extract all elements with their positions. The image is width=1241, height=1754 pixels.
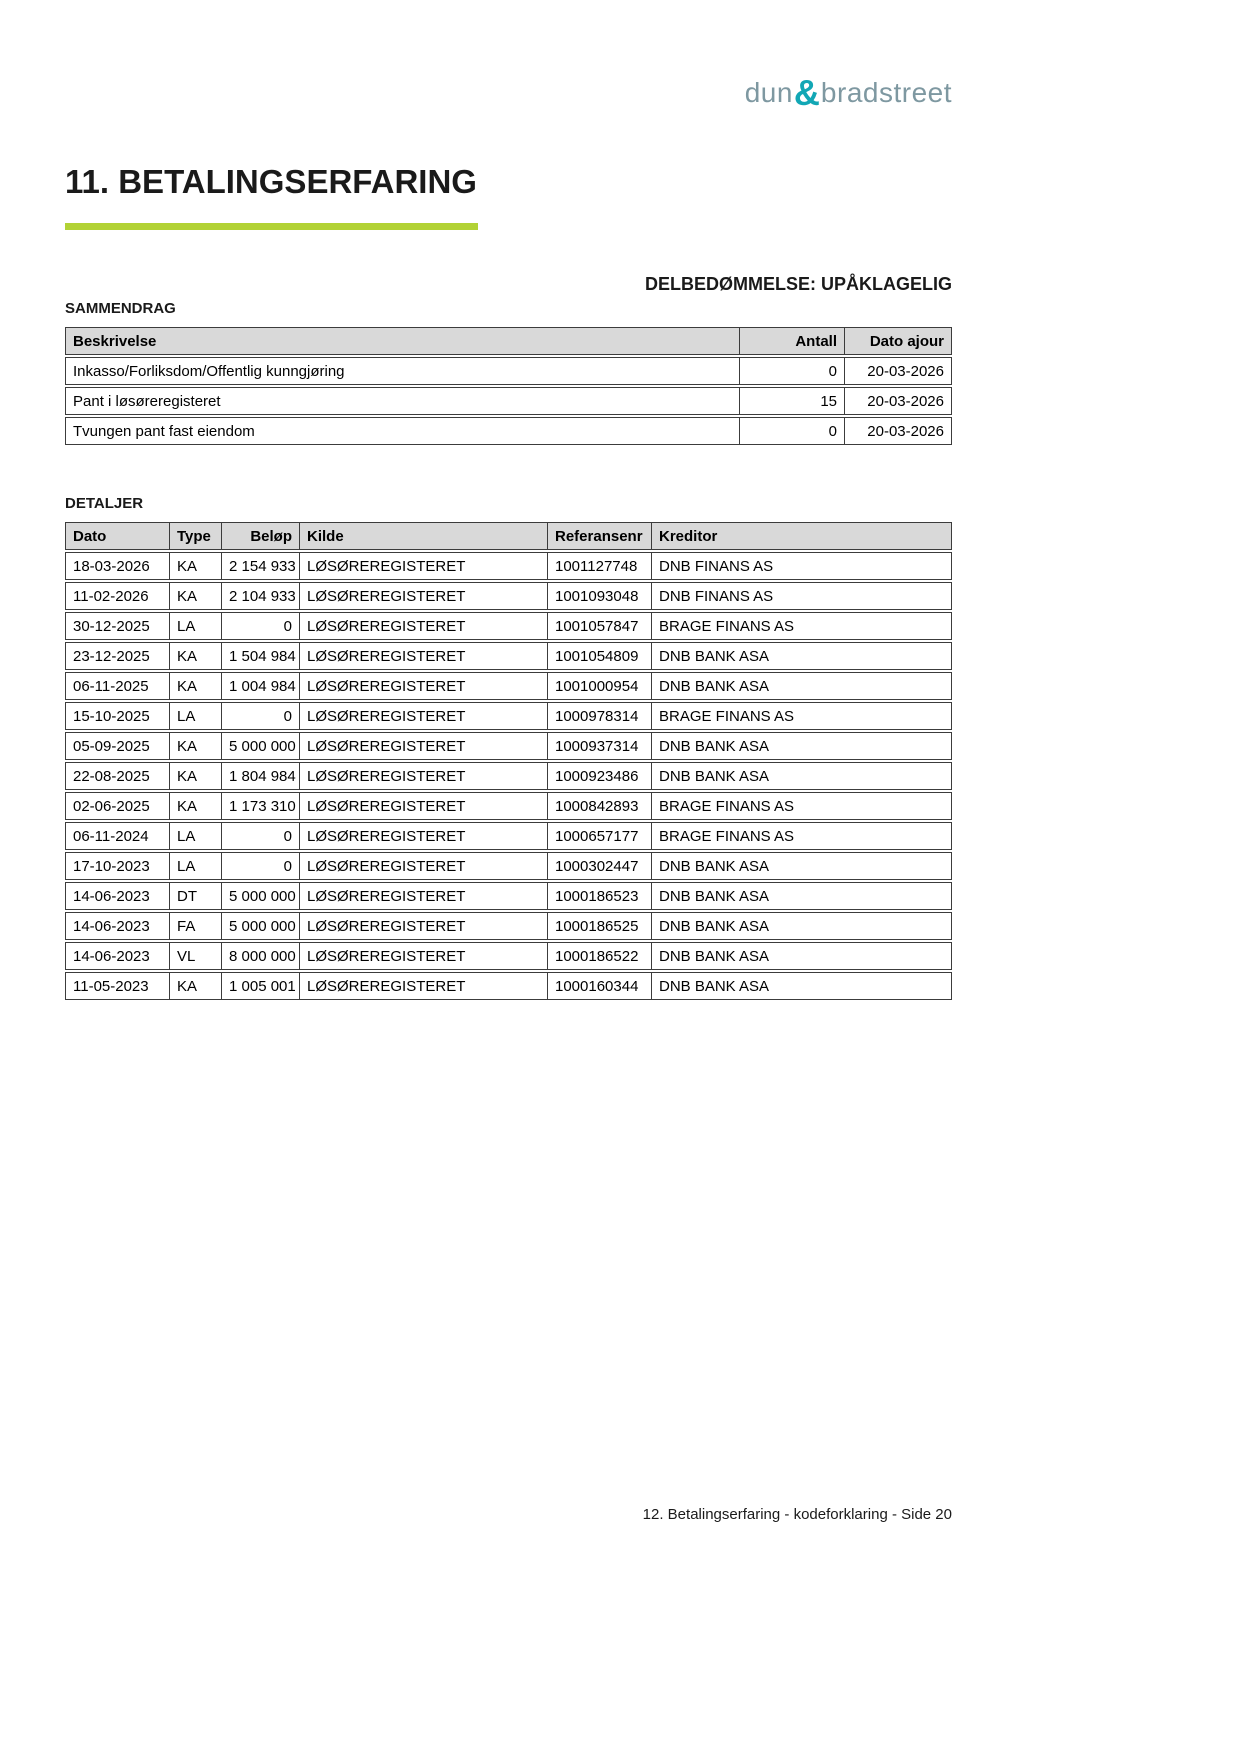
logo-dun-text: dun	[744, 77, 793, 108]
table-cell: KA	[170, 672, 222, 700]
table-cell: 1000657177	[548, 822, 652, 850]
table-cell: LØSØREREGISTERET	[300, 942, 548, 970]
table-cell: 0	[222, 852, 300, 880]
table-cell: 14-06-2023	[65, 882, 170, 910]
table-cell: 1000978314	[548, 702, 652, 730]
table-cell: 17-10-2023	[65, 852, 170, 880]
table-cell: 1000186522	[548, 942, 652, 970]
table-cell: 8 000 000	[222, 942, 300, 970]
table-cell: 2 154 933	[222, 552, 300, 580]
table-cell: KA	[170, 792, 222, 820]
table-cell: 0	[222, 822, 300, 850]
details-table	[65, 520, 952, 1002]
table-cell: 1001000954	[548, 672, 652, 700]
table-cell: 0	[740, 357, 845, 385]
details-table-body	[65, 552, 952, 1000]
table-cell: 0	[222, 612, 300, 640]
table-cell: DNB BANK ASA	[652, 912, 952, 940]
table-header-cell: Dato ajour	[845, 327, 952, 355]
table-cell: 06-11-2025	[65, 672, 170, 700]
table-row	[65, 387, 952, 415]
table-header-cell: Type	[170, 522, 222, 550]
table-cell: LØSØREREGISTERET	[300, 822, 548, 850]
table-row	[65, 912, 952, 940]
table-cell: 20-03-2026	[845, 417, 952, 445]
table-cell: 5 000 000	[222, 912, 300, 940]
table-cell: DNB FINANS AS	[652, 582, 952, 610]
table-row	[65, 792, 952, 820]
table-cell: 1000937314	[548, 732, 652, 760]
table-header-cell: Beløp	[222, 522, 300, 550]
table-cell: LA	[170, 612, 222, 640]
table-cell: 1001093048	[548, 582, 652, 610]
table-cell: DNB BANK ASA	[652, 942, 952, 970]
table-header-cell: Kreditor	[652, 522, 952, 550]
table-cell: Inkasso/Forliksdom/Offentlig kunngjøring	[65, 357, 740, 385]
table-header-cell: Dato	[65, 522, 170, 550]
table-cell: DNB BANK ASA	[652, 972, 952, 1000]
table-cell: DNB BANK ASA	[652, 762, 952, 790]
table-header-cell: Beskrivelse	[65, 327, 740, 355]
table-cell: 1000842893	[548, 792, 652, 820]
table-cell: KA	[170, 582, 222, 610]
table-cell: LØSØREREGISTERET	[300, 762, 548, 790]
table-cell: LØSØREREGISTERET	[300, 852, 548, 880]
table-cell: FA	[170, 912, 222, 940]
table-cell: 1001057847	[548, 612, 652, 640]
table-cell: 14-06-2023	[65, 942, 170, 970]
table-cell: Pant i løsøreregisteret	[65, 387, 740, 415]
table-cell: 1001054809	[548, 642, 652, 670]
table-row	[65, 417, 952, 445]
table-cell: BRAGE FINANS AS	[652, 792, 952, 820]
table-cell: 22-08-2025	[65, 762, 170, 790]
table-cell: 20-03-2026	[845, 357, 952, 385]
table-cell: 1000160344	[548, 972, 652, 1000]
dun-bradstreet-logo	[65, 72, 952, 113]
table-cell: BRAGE FINANS AS	[652, 702, 952, 730]
details-table-header-row	[65, 522, 952, 550]
table-cell: 23-12-2025	[65, 642, 170, 670]
table-row	[65, 612, 952, 640]
table-cell: 1000302447	[548, 852, 652, 880]
table-row	[65, 672, 952, 700]
table-cell: 15	[740, 387, 845, 415]
table-row	[65, 582, 952, 610]
summary-section-heading: SAMMENDRAG	[65, 300, 176, 318]
table-cell: 14-06-2023	[65, 912, 170, 940]
table-cell: LØSØREREGISTERET	[300, 582, 548, 610]
table-cell: 1 004 984	[222, 672, 300, 700]
assessment-heading: DELBEDØMMELSE: UPÅKLAGELIG	[644, 274, 952, 295]
table-cell: LØSØREREGISTERET	[300, 882, 548, 910]
table-row	[65, 852, 952, 880]
table-row	[65, 702, 952, 730]
table-cell: 5 000 000	[222, 882, 300, 910]
table-cell: 5 000 000	[222, 732, 300, 760]
table-cell: LØSØREREGISTERET	[300, 792, 548, 820]
table-cell: KA	[170, 762, 222, 790]
table-cell: 18-03-2026	[65, 552, 170, 580]
title-accent-bar	[65, 223, 478, 230]
table-row	[65, 972, 952, 1000]
summary-table-body	[65, 357, 952, 445]
table-cell: 1000186525	[548, 912, 652, 940]
table-cell: 1000186523	[548, 882, 652, 910]
summary-table-header-row	[65, 327, 952, 355]
table-header-cell: Referansenr	[548, 522, 652, 550]
table-cell: Tvungen pant fast eiendom	[65, 417, 740, 445]
table-row	[65, 942, 952, 970]
table-cell: KA	[170, 732, 222, 760]
table-cell: 2 104 933	[222, 582, 300, 610]
table-cell: 1 804 984	[222, 762, 300, 790]
table-cell: 1 504 984	[222, 642, 300, 670]
table-cell: 1 173 310	[222, 792, 300, 820]
table-cell: 1 005 001	[222, 972, 300, 1000]
logo-ampersand-icon: &	[793, 72, 820, 113]
table-cell: BRAGE FINANS AS	[652, 612, 952, 640]
table-row	[65, 642, 952, 670]
table-cell: LA	[170, 852, 222, 880]
table-row	[65, 882, 952, 910]
table-cell: LA	[170, 702, 222, 730]
table-row	[65, 822, 952, 850]
table-cell: 0	[740, 417, 845, 445]
table-cell: 0	[222, 702, 300, 730]
table-cell: DNB BANK ASA	[652, 732, 952, 760]
page-title: 11. BETALINGSERFARING	[65, 163, 477, 200]
table-cell: 20-03-2026	[845, 387, 952, 415]
table-cell: LØSØREREGISTERET	[300, 972, 548, 1000]
table-header-cell: Kilde	[300, 522, 548, 550]
table-cell: LØSØREREGISTERET	[300, 702, 548, 730]
page-content	[65, 0, 952, 1002]
table-cell: LØSØREREGISTERET	[300, 642, 548, 670]
table-cell: 30-12-2025	[65, 612, 170, 640]
table-cell: 15-10-2025	[65, 702, 170, 730]
table-cell: LØSØREREGISTERET	[300, 672, 548, 700]
table-row	[65, 762, 952, 790]
table-cell: LØSØREREGISTERET	[300, 612, 548, 640]
table-cell: DNB BANK ASA	[652, 852, 952, 880]
table-row	[65, 357, 952, 385]
table-cell: 05-09-2025	[65, 732, 170, 760]
table-cell: DT	[170, 882, 222, 910]
table-cell: 1000923486	[548, 762, 652, 790]
logo-bradstreet-text: bradstreet	[820, 77, 952, 108]
table-cell: KA	[170, 642, 222, 670]
table-cell: VL	[170, 942, 222, 970]
table-cell: 02-06-2025	[65, 792, 170, 820]
table-cell: BRAGE FINANS AS	[652, 822, 952, 850]
table-cell: LØSØREREGISTERET	[300, 732, 548, 760]
table-cell: LA	[170, 822, 222, 850]
table-row	[65, 732, 952, 760]
table-cell: 06-11-2024	[65, 822, 170, 850]
table-cell: 11-02-2026	[65, 582, 170, 610]
table-cell: KA	[170, 972, 222, 1000]
table-row	[65, 552, 952, 580]
table-cell: 11-05-2023	[65, 972, 170, 1000]
page-footer: 12. Betalingserfaring - kodeforklaring - Side 20	[642, 1506, 952, 1523]
table-cell: DNB BANK ASA	[652, 642, 952, 670]
table-cell: DNB BANK ASA	[652, 882, 952, 910]
table-cell: DNB FINANS AS	[652, 552, 952, 580]
table-cell: LØSØREREGISTERET	[300, 552, 548, 580]
table-cell: KA	[170, 552, 222, 580]
details-section-heading: DETALJER	[65, 495, 144, 513]
table-header-cell: Antall	[740, 327, 845, 355]
table-cell: 1001127748	[548, 552, 652, 580]
table-cell: LØSØREREGISTERET	[300, 912, 548, 940]
summary-table	[65, 325, 952, 447]
table-cell: DNB BANK ASA	[652, 672, 952, 700]
